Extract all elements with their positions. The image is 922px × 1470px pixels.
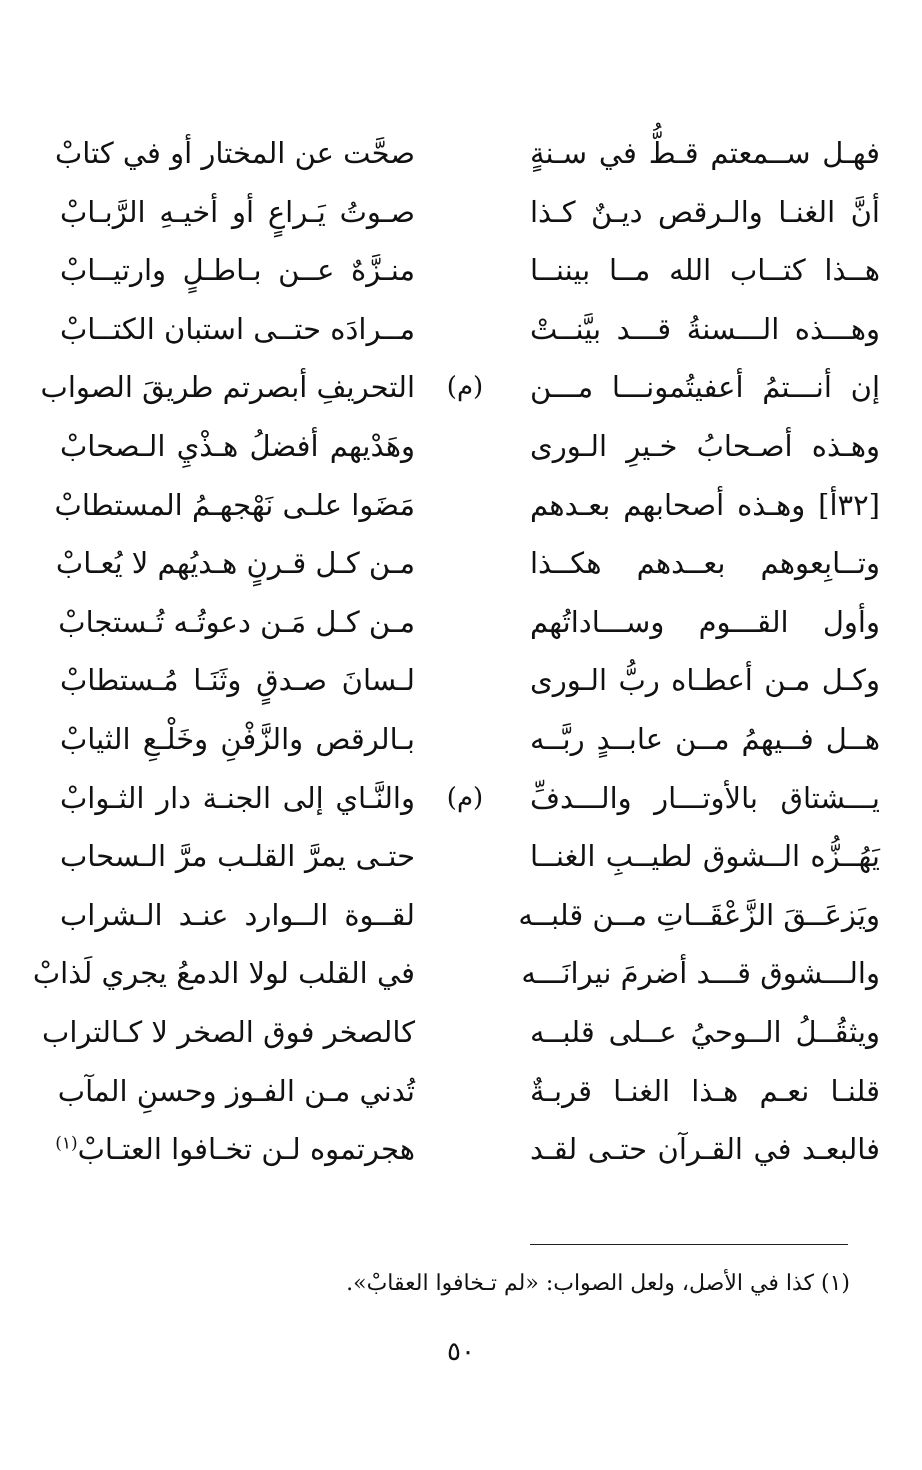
verse-first-hemistich: وهـــذه الـــسنةُ قـــد بيَّنــتْ <box>530 311 880 346</box>
verse-second-hemistich: مـن كـل مَـن دعوتُـه تُـستجابْ <box>58 604 415 639</box>
verse <box>40 827 880 886</box>
verse <box>40 769 880 828</box>
verse-marker <box>435 827 495 886</box>
verse-second-hemistich: بـالرقص والزَّفْنِ وخَلْـعِ الثيابْ <box>60 721 415 756</box>
verse-marker <box>435 417 495 476</box>
verse-first-hemistich: يَهُــزُّه الــشوق لطيــبِ الغنــا <box>530 839 880 874</box>
verse <box>40 593 880 652</box>
footnote-number: (١) <box>820 1271 850 1296</box>
verse <box>40 1003 880 1062</box>
verse-second-hemistich: لقــوة الــوارد عنـد الـشراب <box>60 897 415 932</box>
verse-first-hemistich: وأول القـــوم وســـاداتُهم <box>530 604 880 639</box>
verse-second-hemistich: وهَدْيهم أفضلُ هـذْيِ الـصحابْ <box>60 428 415 463</box>
verse-marker <box>435 593 495 652</box>
verse <box>40 183 880 242</box>
verse-first-hemistich: هــذا كتــاب الله مــا بيننــا <box>530 253 880 288</box>
verse <box>40 124 880 183</box>
footnote <box>150 1264 850 1304</box>
page-number: ٥٠ <box>447 1337 475 1367</box>
verse-first-hemistich: وتــابِعوهم بعــدهم هكــذا <box>530 546 880 581</box>
verse-first-hemistich: والـــشوق قـــد أضرمَ نيرانَـــه <box>521 956 880 991</box>
verse-marker <box>435 651 495 710</box>
verse-marker: (م) <box>446 372 484 403</box>
verse <box>40 886 880 945</box>
verse <box>40 651 880 710</box>
verse-first-hemistich: ويَزعَــقَ الزَّعْقَــاتِ مــن قلبــه <box>518 897 880 932</box>
verse-second-hemistich: تُدني مـن الفـوز وحسنِ المآب <box>57 1073 415 1108</box>
verse-second-hemistich: حتـى يمرَّ القلـب مرَّ الـسحاب <box>60 839 415 874</box>
verse-second-hemistich: لـسانَ صـدقٍ وثَنَـا مُـستطابْ <box>60 663 415 698</box>
verse-first-hemistich: هــل فــيهمُ مــن عابــدٍ ربَّــه <box>530 721 880 756</box>
verse <box>40 241 880 300</box>
verse-second-hemistich: مـن كـل قـرنٍ هـديُهم لا يُعـابْ <box>55 546 415 581</box>
verse-first-hemistich: إن أنـــتمُ أعفيتُمونـــا مـــن <box>530 370 880 405</box>
poem <box>32 124 880 1179</box>
verse-marker <box>435 476 495 535</box>
verse-second-hemistich: كالصخر فوق الصخر لا كـالتراب <box>42 1014 415 1049</box>
verse-first-hemistich: ويثقُــلُ الــوحيُ عــلى قلبــه <box>530 1014 880 1049</box>
verse-first-hemistich: يـــشتاق بالأوتـــار والـــدفِّ <box>530 780 880 815</box>
verse-first-hemistich: فالبعـد في القـرآن حتـى لقـد <box>530 1132 880 1167</box>
verse-second-hemistich <box>55 1120 415 1179</box>
verse <box>40 476 880 535</box>
verse-second-hemistich-text: هجرتموه لـن تخـافوا العتـابْ <box>77 1132 415 1167</box>
verse <box>40 534 880 593</box>
footnote-text: كذا في الأصل، ولعل الصواب: «لم تـخافوا العقابْ». <box>346 1271 814 1296</box>
verse-marker <box>435 241 495 300</box>
verse-marker <box>435 534 495 593</box>
verse-second-hemistich: صحَّت عن المختار أو في كتابْ <box>54 136 415 170</box>
verse-marker <box>435 886 495 945</box>
verse <box>40 300 880 359</box>
verse-marker <box>435 944 495 1003</box>
footnote-divider <box>530 1244 848 1245</box>
verse-marker <box>435 710 495 769</box>
verse-marker <box>435 1120 495 1179</box>
verse <box>40 710 880 769</box>
verse <box>40 417 880 476</box>
verse-marker: (م) <box>446 782 484 813</box>
verse-first-hemistich: [٣٢أ] وهـذه أصحابهم بعـدهم <box>530 487 880 522</box>
footnote-reference[interactable]: (١) <box>55 1133 78 1154</box>
verse-second-hemistich: صـوتُ يَـراعٍ أو أخيـهِ الرَّبـابْ <box>60 194 415 229</box>
verse-second-hemistich: مــرادَه حتــى استبان الكتــابْ <box>60 311 415 346</box>
verse-second-hemistich: التحريفِ أبصرتم طريقَ الصواب <box>40 370 415 405</box>
verse <box>32 944 880 1003</box>
verse-first-hemistich: أنَّ الغنـا والـرقص ديـنٌ كـذا <box>530 194 880 229</box>
verse-second-hemistich: مَضَوا علـى نَهْجهـمُ المستطابْ <box>54 487 415 522</box>
verse-second-hemistich: منـزَّهٌ عــن بـاطـلٍ وارتيــابْ <box>60 253 415 288</box>
verse-marker <box>435 300 495 359</box>
verse <box>40 358 880 417</box>
verse-first-hemistich: وهـذه أصـحابُ خـيرِ الـورى <box>530 428 880 463</box>
verse-first-hemistich: وكـل مـن أعطـاه ربُّ الـورى <box>530 663 880 698</box>
verse <box>40 1062 880 1121</box>
verse-first-hemistich: فهـل ســمعتم قـطُّ في سـنةٍ <box>530 136 880 170</box>
verse-second-hemistich: والنَّـاي إلى الجنـة دار الثـوابْ <box>60 780 415 815</box>
verse-marker <box>435 183 495 242</box>
verse-marker <box>435 1003 495 1062</box>
verse-marker <box>435 124 495 183</box>
verse-first-hemistich: قلنـا نعـم هـذا الغنـا قربـةٌ <box>530 1073 880 1108</box>
verse <box>40 1120 880 1179</box>
verse-marker <box>435 1062 495 1121</box>
verse-second-hemistich: في القلب لولا الدمعُ يجري لَذابْ <box>32 956 415 991</box>
